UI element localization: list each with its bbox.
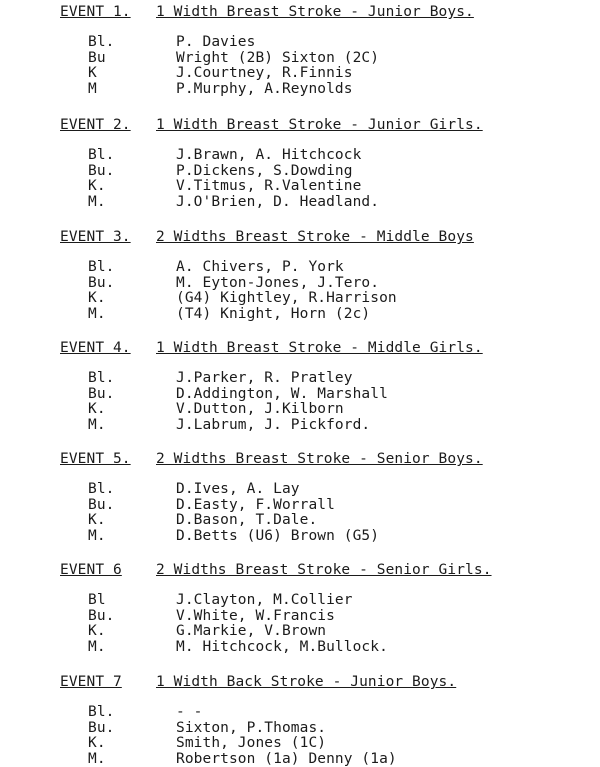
event-number: EVENT 3.: [60, 229, 131, 245]
house-code: Bl.: [88, 147, 115, 163]
event-number: EVENT 4.: [60, 340, 131, 356]
house-code: M.: [88, 750, 106, 767]
house-code: Bl.: [88, 481, 115, 497]
house-code: M.: [88, 527, 106, 544]
entry-row: [60, 51, 580, 67]
house-code: K.: [88, 735, 106, 752]
event-heading: [60, 228, 580, 246]
event-title: 2 Widths Breast Stroke - Senior Boys.: [156, 451, 483, 467]
event-heading: [60, 450, 580, 468]
event-title: 1 Width Breast Stroke - Middle Girls.: [156, 340, 483, 356]
event-6: [60, 561, 580, 655]
house-code: Bl.: [88, 34, 115, 50]
competitor-names: J.Courtney, R.Finnis: [176, 65, 353, 82]
event-title: 2 Widths Breast Stroke - Senior Girls.: [156, 562, 492, 578]
house-code: Bu.: [88, 496, 115, 513]
entry-row: [60, 593, 580, 609]
entry-row: [60, 529, 580, 545]
competitor-names: M. Hitchcock, M.Bullock.: [176, 638, 388, 655]
entry-list: [60, 260, 580, 322]
entry-row: [60, 291, 580, 307]
competitor-names: Robertson (1a) Denny (1a): [176, 750, 397, 767]
house-code: K: [88, 65, 97, 82]
competitor-names: M. Eyton-Jones, J.Tero.: [176, 274, 380, 291]
entry-row: [60, 752, 580, 767]
competitor-names: J.Brawn, A. Hitchcock: [176, 147, 362, 163]
entry-list: [60, 148, 580, 210]
competitor-names: D.Bason, T.Dale.: [176, 512, 318, 529]
entry-row: [60, 276, 580, 292]
entry-row: [60, 164, 580, 180]
entry-row: [60, 148, 580, 164]
entry-row: [60, 721, 580, 737]
entry-row: [60, 736, 580, 752]
house-code: Bl.: [88, 370, 115, 386]
event-title: 1 Width Breast Stroke - Junior Girls.: [156, 117, 483, 133]
house-code: K.: [88, 512, 106, 529]
competitor-names: A. Chivers, P. York: [176, 259, 344, 275]
entry-list: [60, 35, 580, 97]
entry-row: [60, 179, 580, 195]
entry-row: [60, 387, 580, 403]
competitor-names: D.Ives, A. Lay: [176, 481, 300, 497]
entry-list: [60, 371, 580, 433]
event-number: EVENT 1.: [60, 4, 131, 20]
entry-row: [60, 82, 580, 98]
house-code: Bl.: [88, 704, 115, 720]
house-code: K.: [88, 623, 106, 640]
competitor-names: - -: [176, 704, 203, 720]
event-number: EVENT 7: [60, 674, 122, 690]
event-5: [60, 450, 580, 544]
entry-list: [60, 482, 580, 544]
house-code: Bu: [88, 49, 106, 66]
competitor-names: D.Easty, F.Worrall: [176, 496, 335, 513]
competitor-names: (G4) Kightley, R.Harrison: [176, 290, 397, 307]
house-code: Bu.: [88, 719, 115, 736]
event-heading: [60, 3, 580, 21]
entry-row: [60, 66, 580, 82]
entry-row: [60, 640, 580, 656]
entry-row: [60, 705, 580, 721]
entry-row: [60, 371, 580, 387]
house-code: Bu.: [88, 607, 115, 624]
house-code: Bu.: [88, 274, 115, 291]
entry-list: [60, 593, 580, 655]
entry-row: [60, 482, 580, 498]
competitor-names: Smith, Jones (1C): [176, 735, 327, 752]
event-title: 1 Width Breast Stroke - Junior Boys.: [156, 4, 474, 20]
entry-row: [60, 609, 580, 625]
competitor-names: P. Davies: [176, 34, 256, 50]
house-code: M: [88, 80, 97, 97]
house-code: Bl: [88, 592, 106, 608]
entry-row: [60, 513, 580, 529]
competitor-names: (T4) Knight, Horn (2c): [176, 305, 371, 322]
entry-row: [60, 307, 580, 323]
competitor-names: V.White, W.Francis: [176, 607, 335, 624]
house-code: M.: [88, 305, 106, 322]
event-3: [60, 228, 580, 322]
competitor-names: D.Betts (U6) Brown (G5): [176, 527, 380, 544]
event-number: EVENT 5.: [60, 451, 131, 467]
event-heading: [60, 673, 580, 691]
competitor-names: V.Dutton, J.Kilborn: [176, 401, 344, 418]
event-number: EVENT 2.: [60, 117, 131, 133]
house-code: M.: [88, 638, 106, 655]
house-code: K.: [88, 290, 106, 307]
event-number: EVENT 6: [60, 562, 122, 578]
house-code: Bu.: [88, 162, 115, 179]
competitor-names: J.Labrum, J. Pickford.: [176, 416, 371, 433]
event-title: 1 Width Back Stroke - Junior Boys.: [156, 674, 457, 690]
entry-row: [60, 35, 580, 51]
competitor-names: G.Markie, V.Brown: [176, 623, 327, 640]
event-1: [60, 3, 580, 97]
competitor-names: J.O'Brien, D. Headland.: [176, 193, 380, 210]
competitor-names: J.Clayton, M.Collier: [176, 592, 353, 608]
house-code: M.: [88, 416, 106, 433]
house-code: Bu.: [88, 385, 115, 402]
house-code: K.: [88, 401, 106, 418]
competitor-names: Wright (2B) Sixton (2C): [176, 49, 380, 66]
competitor-names: Sixton, P.Thomas.: [176, 719, 327, 736]
event-heading: [60, 339, 580, 357]
entry-row: [60, 402, 580, 418]
event-heading: [60, 561, 580, 579]
competitor-names: D.Addington, W. Marshall: [176, 385, 388, 402]
competitor-names: P.Murphy, A.Reynolds: [176, 80, 353, 97]
event-7: [60, 673, 580, 767]
event-title: 2 Widths Breast Stroke - Middle Boys: [156, 229, 474, 245]
house-code: Bl.: [88, 259, 115, 275]
entry-row: [60, 418, 580, 434]
competitor-names: P.Dickens, S.Dowding: [176, 162, 353, 179]
event-4: [60, 339, 580, 433]
entry-row: [60, 260, 580, 276]
entry-row: [60, 624, 580, 640]
house-code: K.: [88, 178, 106, 195]
competitor-names: J.Parker, R. Pratley: [176, 370, 353, 386]
entry-list: [60, 705, 580, 767]
event-heading: [60, 116, 580, 134]
house-code: M.: [88, 193, 106, 210]
competitor-names: V.Titmus, R.Valentine: [176, 178, 362, 195]
entry-row: [60, 195, 580, 211]
entry-row: [60, 498, 580, 514]
event-2: [60, 116, 580, 210]
